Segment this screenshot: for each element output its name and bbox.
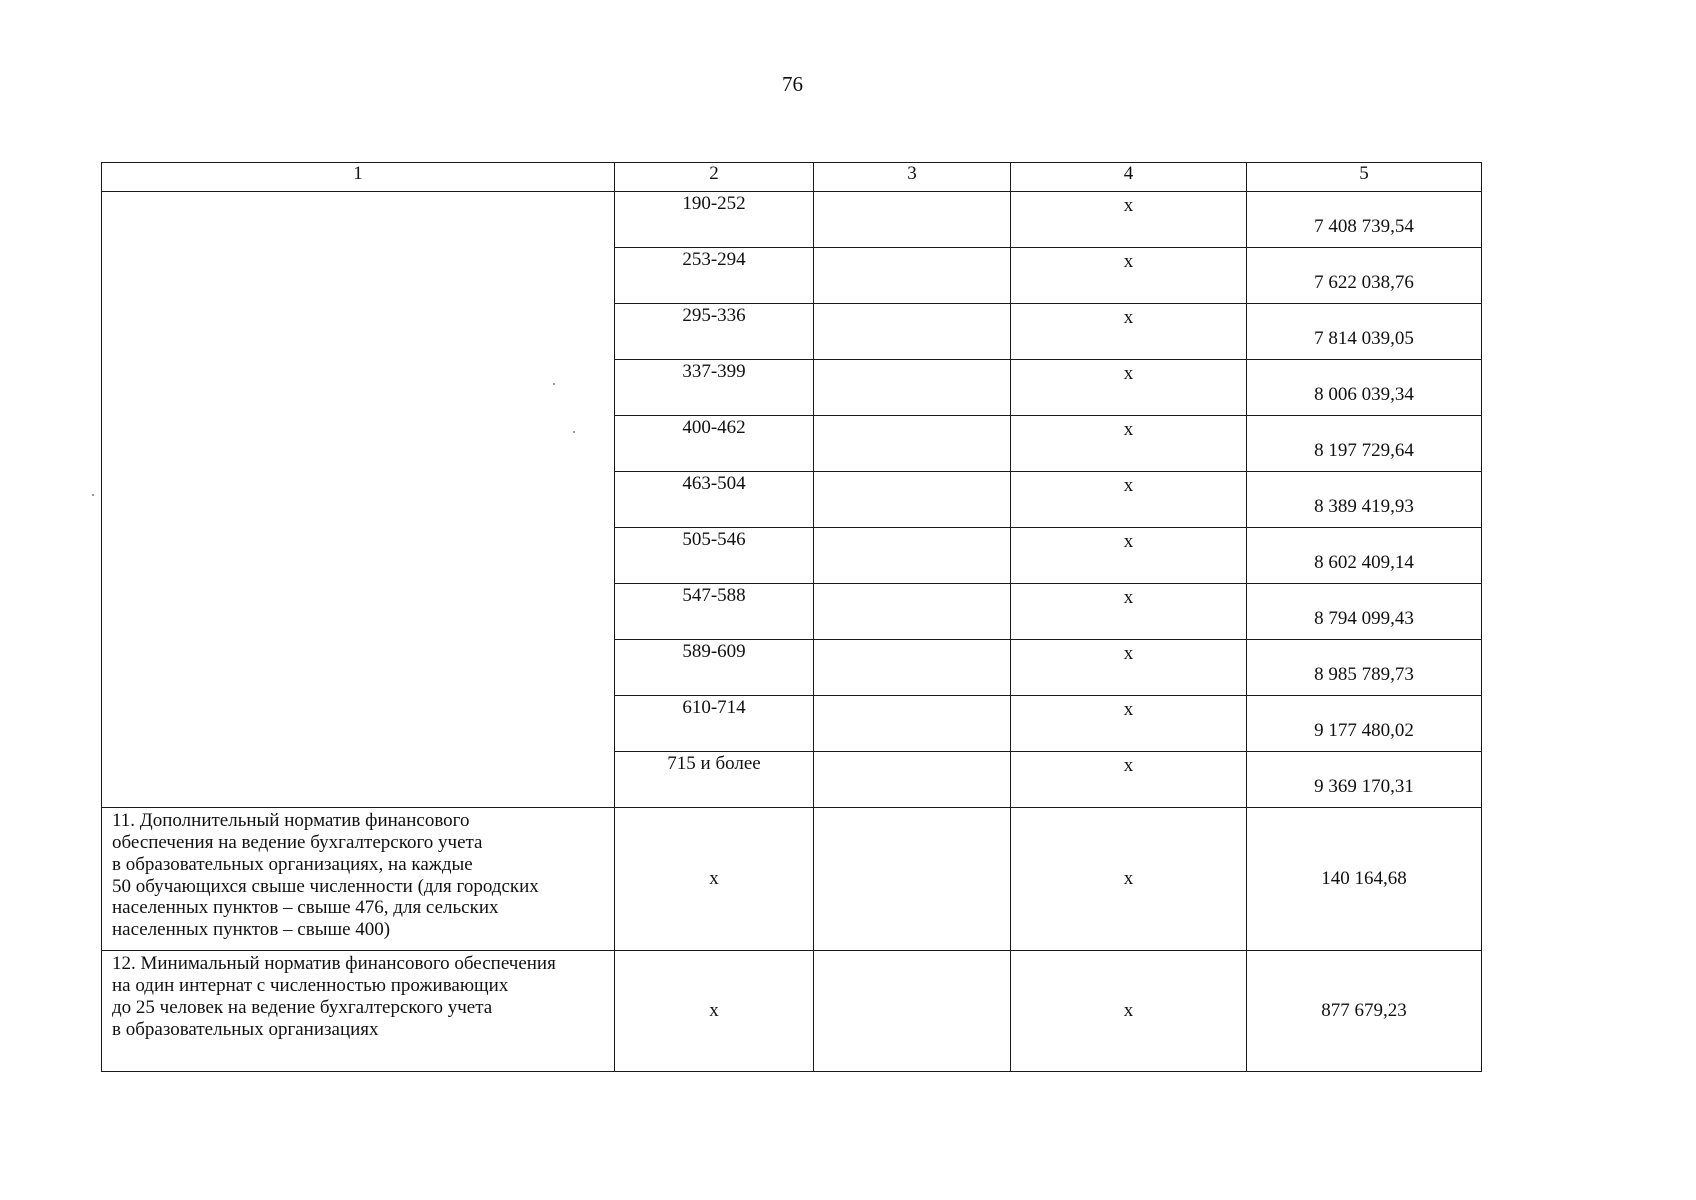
column-4-mark: x — [1011, 248, 1247, 304]
item-12-column-2-mark: x — [615, 951, 814, 1072]
item-11-column-2-mark: x — [615, 808, 814, 951]
enrollment-range: 715 и более — [615, 752, 814, 808]
scan-speck — [573, 431, 575, 433]
enrollment-range: 463-504 — [615, 472, 814, 528]
column-3-cell — [814, 528, 1011, 584]
amount-value: 8 602 409,14 — [1247, 528, 1482, 584]
column-4-mark: x — [1011, 304, 1247, 360]
item-11-line: населенных пунктов – свыше 400) — [112, 919, 391, 941]
column-3-cell — [814, 416, 1011, 472]
page-number: 76 — [782, 72, 803, 96]
item-12-column-4-mark: x — [1011, 951, 1247, 1072]
amount-value: 8 006 039,34 — [1247, 360, 1482, 416]
item-11-line: населенных пунктов – свыше 476, для сельских — [112, 897, 499, 919]
item-12-column-3-cell — [814, 951, 1011, 1072]
amount-value: 8 985 789,73 — [1247, 640, 1482, 696]
column-3-cell — [814, 192, 1011, 248]
column-4-mark: x — [1011, 416, 1247, 472]
column-4-mark: x — [1011, 696, 1247, 752]
column-4-mark: x — [1011, 640, 1247, 696]
table-header-row — [102, 163, 1482, 192]
item-11-column-4-mark: x — [1011, 808, 1247, 951]
enrollment-range: 505-546 — [615, 528, 814, 584]
item-12-line: 12. Минимальный норматив финансового обеспечения — [112, 953, 556, 974]
column-header-1: 1 — [102, 163, 615, 192]
amount-value: 8 197 729,64 — [1247, 416, 1482, 472]
item-12-line: в образовательных организациях — [112, 1018, 379, 1040]
column-3-cell — [814, 640, 1011, 696]
column-3-cell — [814, 360, 1011, 416]
column-3-cell — [814, 752, 1011, 808]
item-11-column-3-cell — [814, 808, 1011, 951]
item-11-line: 11. Дополнительный норматив финансового — [112, 810, 470, 831]
amount-value: 9 177 480,02 — [1247, 696, 1482, 752]
amount-value: 9 369 170,31 — [1247, 752, 1482, 808]
enrollment-range: 337-399 — [615, 360, 814, 416]
column-header-5: 5 — [1247, 163, 1482, 192]
column-4-mark: x — [1011, 472, 1247, 528]
column-3-cell — [814, 304, 1011, 360]
amount-value: 7 622 038,76 — [1247, 248, 1482, 304]
enrollment-range: 253-294 — [615, 248, 814, 304]
column-4-mark: x — [1011, 192, 1247, 248]
column-4-mark: x — [1011, 752, 1247, 808]
amount-value: 8 389 419,93 — [1247, 472, 1482, 528]
column-header-3: 3 — [814, 163, 1011, 192]
item-11-description — [102, 808, 615, 951]
column-4-mark: x — [1011, 584, 1247, 640]
amount-value: 7 408 739,54 — [1247, 192, 1482, 248]
enrollment-range: 589-609 — [615, 640, 814, 696]
item-12-line: до 25 человек на ведение бухгалтерского учета — [112, 996, 493, 1018]
amount-value: 7 814 039,05 — [1247, 304, 1482, 360]
enrollment-range: 400-462 — [615, 416, 814, 472]
enrollment-range: 547-588 — [615, 584, 814, 640]
scan-speck — [553, 383, 555, 385]
column-3-cell — [814, 472, 1011, 528]
item-11-line: 50 обучающихся свыше численности (для городских — [112, 875, 539, 897]
table-row — [102, 192, 1482, 248]
column-3-cell — [814, 696, 1011, 752]
merged-description-cell — [102, 192, 615, 808]
item-11-line: обеспечения на ведение бухгалтерского учета — [112, 831, 483, 853]
budget-norms-table — [101, 162, 1482, 1072]
enrollment-range: 190-252 — [615, 192, 814, 248]
column-4-mark: x — [1011, 360, 1247, 416]
item-12-description — [102, 951, 615, 1072]
column-header-4: 4 — [1011, 163, 1247, 192]
column-4-mark: x — [1011, 528, 1247, 584]
enrollment-range: 295-336 — [615, 304, 814, 360]
item-11-line: в образовательных организациях, на каждые — [112, 853, 473, 875]
table-row-item-12 — [102, 951, 1482, 1072]
scan-speck — [92, 494, 94, 496]
column-3-cell — [814, 248, 1011, 304]
amount-value: 8 794 099,43 — [1247, 584, 1482, 640]
item-12-line: на один интернат с численностью проживающих — [112, 974, 509, 996]
column-header-2: 2 — [615, 163, 814, 192]
enrollment-range: 610-714 — [615, 696, 814, 752]
column-3-cell — [814, 584, 1011, 640]
item-12-amount: 877 679,23 — [1247, 951, 1482, 1072]
item-11-amount: 140 164,68 — [1247, 808, 1482, 951]
table-row-item-11 — [102, 808, 1482, 951]
